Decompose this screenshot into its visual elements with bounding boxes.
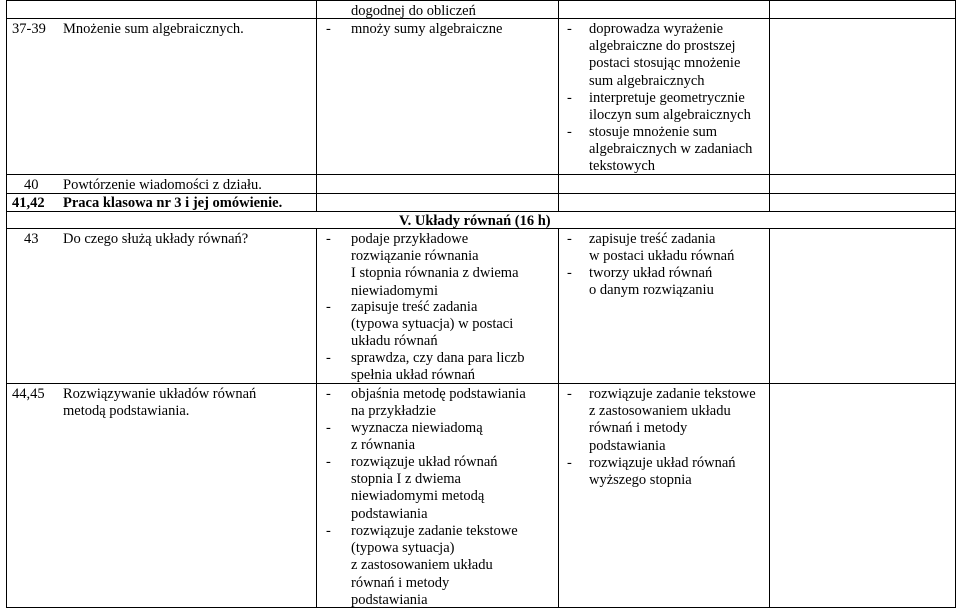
lesson-topic: Mnożenie sum algebraicznych.	[63, 21, 244, 37]
bullet-dash: -	[567, 21, 572, 37]
col-border	[558, 0, 559, 212]
bullet-dash: -	[326, 21, 331, 37]
continued-text: dogodnej do obliczeń	[351, 3, 476, 19]
bullet-dash: -	[326, 523, 331, 539]
bullet-dash: -	[567, 90, 572, 106]
basic-requirement: zapisuje treść zadania (typowa sytuacja) w postaci układu równań	[351, 299, 514, 350]
lesson-number: 43	[24, 231, 39, 247]
extended-requirement: tworzy układ równań o danym rozwiązaniu	[589, 265, 714, 299]
bullet-dash: -	[567, 231, 572, 247]
lesson-number: 40	[24, 177, 39, 193]
extended-requirement: interpretuje geometrycznie iloczyn sum algebraicznych	[589, 90, 751, 124]
lesson-topic: Praca klasowa nr 3 i jej omówienie.	[63, 195, 283, 211]
col-border	[316, 0, 317, 212]
bullet-dash: -	[567, 265, 572, 281]
bullet-dash: -	[326, 299, 331, 315]
lesson-topic: Rozwiązywanie układów równań metodą podstawiania.	[63, 386, 257, 420]
lesson-topic: Powtórzenie wiadomości z działu.	[63, 177, 262, 193]
extended-requirement: stosuje mnożenie sum algebraicznych w zadaniach tekstowych	[589, 124, 753, 175]
bullet-dash: -	[326, 231, 331, 247]
col-border-left	[6, 0, 7, 608]
lesson-number: 44,45	[12, 386, 45, 402]
bullet-dash: -	[326, 386, 331, 402]
bullet-dash: -	[567, 124, 572, 140]
bullet-dash: -	[567, 455, 572, 471]
lesson-number: 37-39	[12, 21, 46, 37]
table-top-border	[6, 0, 956, 1]
basic-requirement: wyznacza niewiadomą z równania	[351, 420, 483, 454]
bullet-dash: -	[567, 386, 572, 402]
extended-requirement: rozwiązuje zadanie tekstowe z zastosowaniem układu równań i metody podstawiania	[589, 386, 756, 454]
basic-requirement: rozwiązuje zadanie tekstowe (typowa sytuacja) z zastosowaniem układu równań i metody podstawiania	[351, 523, 518, 608]
bullet-dash: -	[326, 454, 331, 470]
lesson-number: 41,42	[12, 195, 45, 211]
basic-requirement: rozwiązuje układ równań stopnia I z dwiema niewiadomymi metodą podstawiania	[351, 454, 498, 522]
col-border-right	[955, 0, 956, 608]
basic-requirement: podaje przykładowe rozwiązanie równania I stopnia równania z dwiema niewiadomymi	[351, 231, 519, 299]
extended-requirement: rozwiązuje układ równań wyższego stopnia	[589, 455, 736, 489]
basic-requirement: objaśnia metodę podstawiania na przykładzie	[351, 386, 526, 420]
bullet-dash: -	[326, 420, 331, 436]
col-border	[769, 0, 770, 212]
bullet-dash: -	[326, 350, 331, 366]
basic-requirement: mnoży sumy algebraiczne	[351, 21, 503, 37]
extended-requirement: doprowadza wyrażenie algebraiczne do prostszej postaci stosując mnożenie sum algebraicznych	[589, 21, 741, 89]
row-separator	[6, 174, 956, 175]
basic-requirement: sprawdza, czy dana para liczb spełnia układ równań	[351, 350, 525, 384]
lesson-topic: Do czego służą układy równań?	[63, 231, 249, 247]
col-border	[316, 229, 317, 608]
section-title: V. Układy równań (16 h)	[399, 213, 551, 229]
row-separator	[6, 18, 956, 19]
extended-requirement: zapisuje treść zadania w postaci układu równań	[589, 231, 735, 265]
col-border	[769, 229, 770, 608]
col-border	[558, 229, 559, 608]
